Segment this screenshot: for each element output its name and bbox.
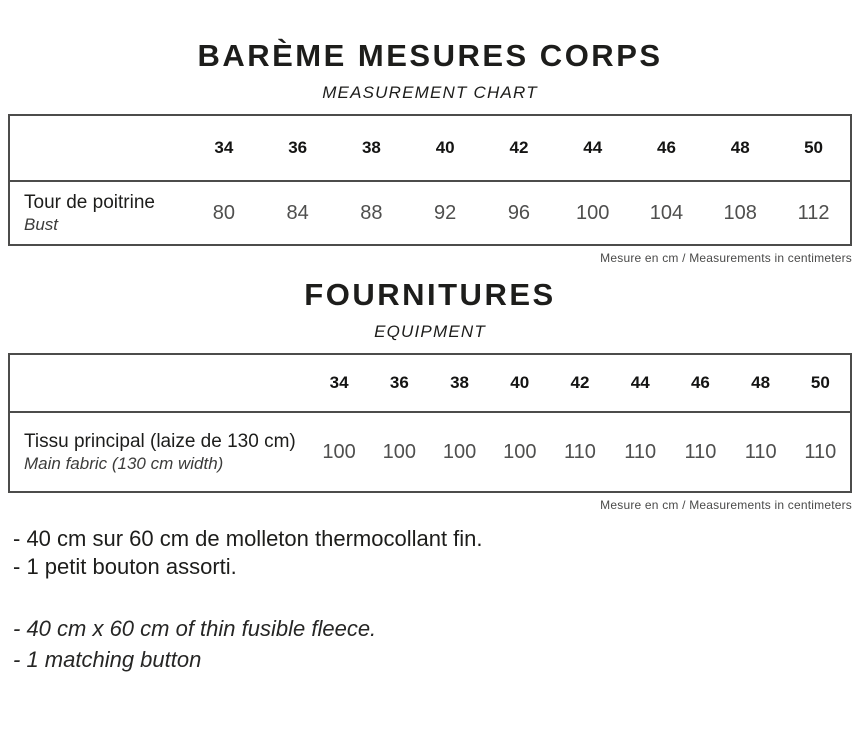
note-fleece-fr: - 40 cm sur 60 cm de molleton thermocollant fin. <box>13 526 483 551</box>
empty-header-cell <box>9 115 187 181</box>
measurement-section <box>0 38 860 265</box>
equipment-size-header-row <box>9 354 851 412</box>
size-header: 50 <box>804 138 824 157</box>
size-header: 46 <box>690 373 710 392</box>
empty-header-cell <box>9 354 309 412</box>
bust-value: 100 <box>576 201 610 224</box>
row-label-cell <box>9 412 309 492</box>
bust-value: 96 <box>507 201 531 224</box>
bust-value: 92 <box>434 201 457 224</box>
size-header: 48 <box>751 373 771 392</box>
equipment-title-fr: FOURNITURES <box>304 277 556 312</box>
bust-value: 80 <box>212 201 235 224</box>
row-label-fr: Tour de poitrine <box>24 192 155 213</box>
equipment-title-en: EQUIPMENT <box>374 322 486 341</box>
note-button-en: - 1 matching button <box>13 647 202 672</box>
note-button-fr: - 1 petit bouton assorti. <box>13 554 237 579</box>
equipment-section <box>0 277 860 675</box>
bust-value: 112 <box>797 201 830 224</box>
size-header: 44 <box>630 373 650 392</box>
row-label-cell <box>9 181 187 245</box>
note-fleece-en: - 40 cm x 60 cm of thin fusible fleece. <box>13 616 377 641</box>
size-header: 46 <box>657 138 676 157</box>
bust-row <box>9 181 851 245</box>
measurement-units-note: Mesure en cm / Measurements in centimeters <box>600 251 852 265</box>
measurement-title-fr: BARÈME MESURES CORPS <box>197 38 663 73</box>
supply-notes-french <box>13 525 860 581</box>
fabric-value: 100 <box>503 440 537 463</box>
pattern-measurement-document <box>0 38 860 675</box>
fabric-value: 110 <box>744 440 777 463</box>
main-fabric-row <box>9 412 851 492</box>
size-header: 50 <box>810 373 830 392</box>
fabric-value: 110 <box>684 440 717 463</box>
size-header: 34 <box>214 138 234 157</box>
fabric-value: 110 <box>564 440 596 463</box>
size-header: 40 <box>435 138 455 157</box>
equipment-units-note: Mesure en cm / Measurements in centimeters <box>600 498 852 512</box>
bust-value: 108 <box>723 201 757 224</box>
measurement-size-header-row <box>9 115 851 181</box>
fabric-value: 110 <box>624 440 657 463</box>
fabric-value: 100 <box>382 440 417 463</box>
bust-value: 104 <box>649 201 684 224</box>
size-header: 44 <box>583 138 603 157</box>
fabric-value: 100 <box>322 440 356 463</box>
size-header: 36 <box>288 138 308 157</box>
measurement-title-en: MEASUREMENT CHART <box>322 83 538 102</box>
size-header: 38 <box>450 373 469 392</box>
size-header: 42 <box>570 373 590 392</box>
size-header: 40 <box>510 373 530 392</box>
supply-notes-english <box>13 613 860 675</box>
fabric-value: 100 <box>442 440 477 463</box>
size-header: 36 <box>389 373 409 392</box>
size-header: 48 <box>730 138 750 157</box>
bust-value: 88 <box>360 201 383 224</box>
row-label-en: Main fabric (130 cm width) <box>24 454 224 473</box>
measurement-table <box>8 114 852 246</box>
row-label-fr: Tissu principal (laize de 130 cm) <box>24 431 296 452</box>
fabric-value: 110 <box>804 440 837 463</box>
bust-value: 84 <box>286 201 309 224</box>
equipment-table <box>8 353 852 493</box>
row-label-en: Bust <box>24 215 59 234</box>
size-header: 38 <box>361 138 381 157</box>
size-header: 34 <box>329 373 349 392</box>
size-header: 42 <box>509 138 529 157</box>
